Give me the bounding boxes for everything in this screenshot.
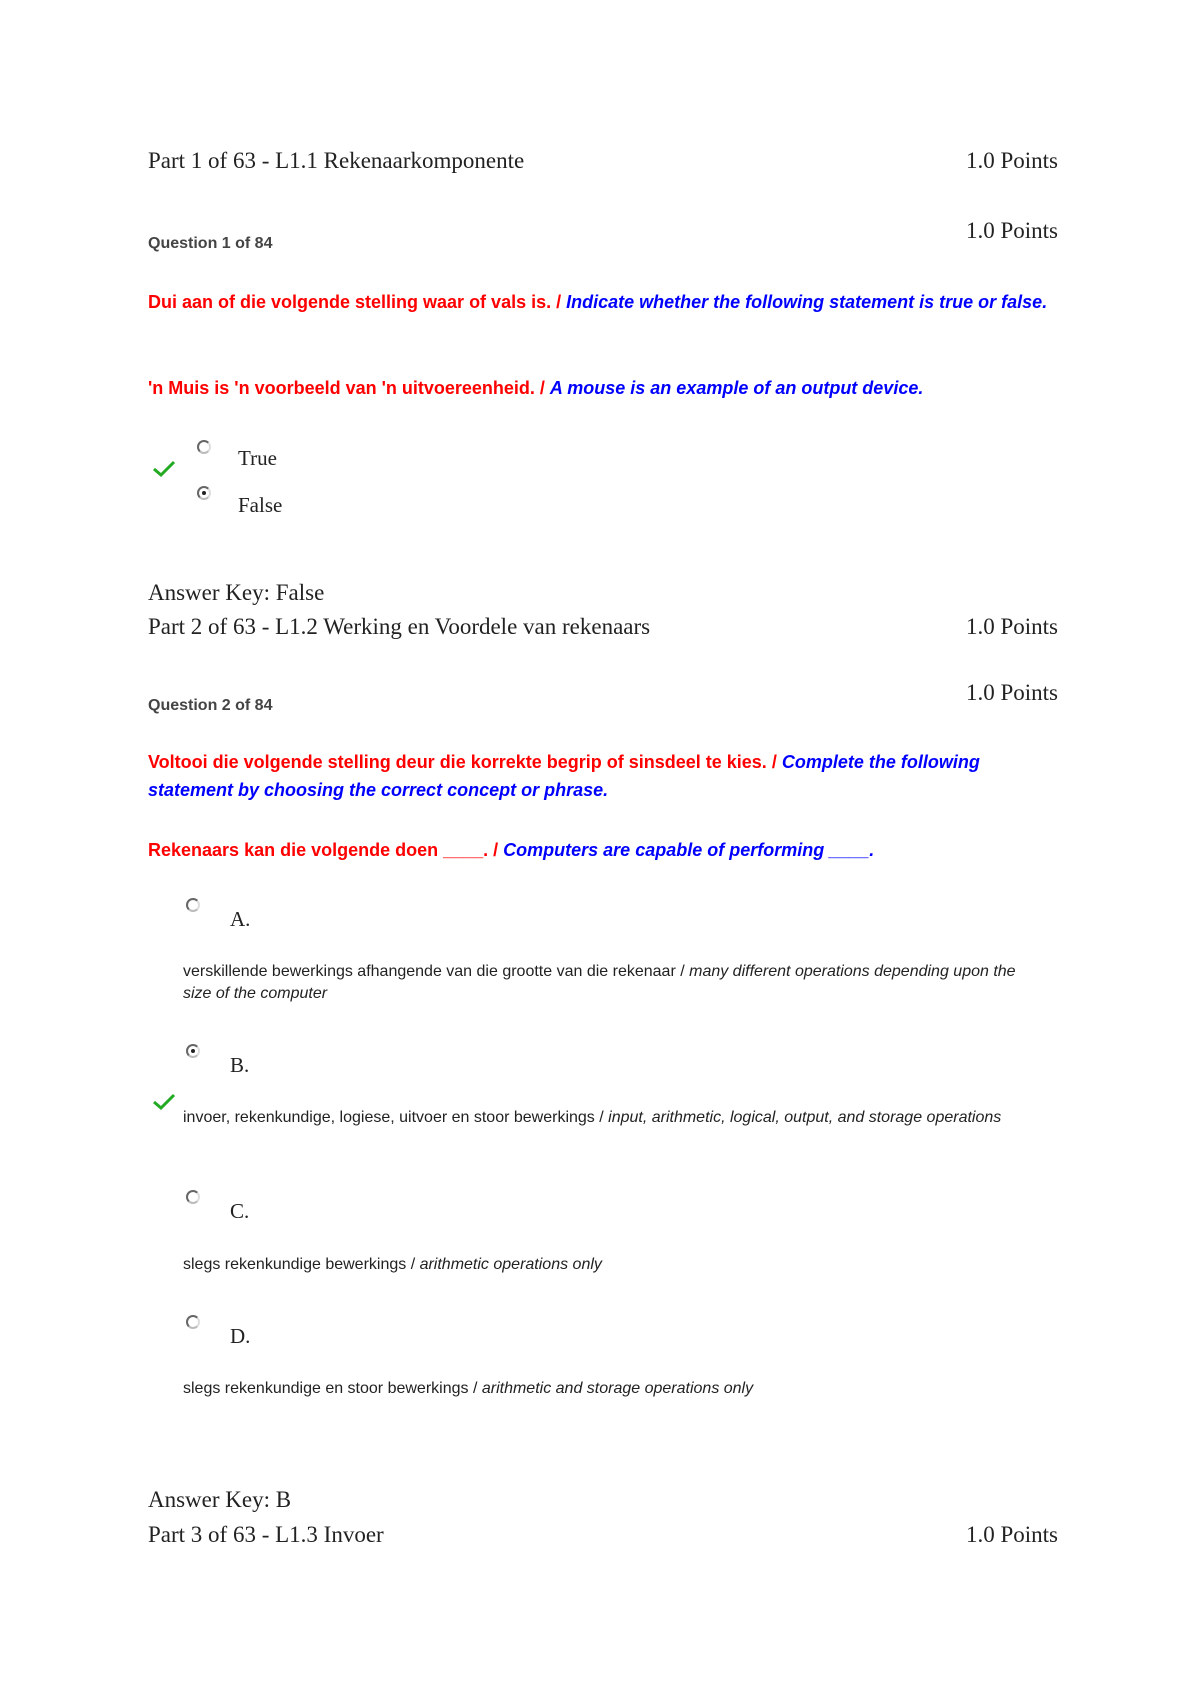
part-1-title: Part 1 of 63 - L1.1 Rekenaarkomponente [148, 148, 525, 173]
question-2-label: Question 2 of 84 [148, 697, 273, 714]
radio-option-a[interactable] [186, 898, 200, 912]
part-3-points: 1.0 Points [965, 1522, 1058, 1547]
part-1-points: 1.0 Points [965, 148, 1058, 173]
option-a-english: many different operations depending upon the size of the computer [183, 963, 1016, 1002]
check-icon [152, 1093, 176, 1111]
answer-key-2: Answer Key: B [148, 1487, 292, 1512]
check-icon [152, 460, 176, 478]
statement-afrikaans: Rekenaars kan die volgende doen ____. / [148, 840, 504, 860]
instruction-english: Indicate whether the following statement is true or false. [566, 292, 1048, 312]
option-true-label: True [238, 446, 277, 470]
option-b-afrikaans: invoer, rekenkundige, logiese, uitvoer en stoor bewerkings / [183, 1109, 609, 1126]
statement-english: Computers are capable of performing ____. [503, 840, 875, 860]
question-2-statement [148, 836, 1048, 864]
option-a-text [183, 961, 1043, 1005]
question-1-label: Question 1 of 84 [148, 235, 273, 252]
part-2-points: 1.0 Points [965, 614, 1058, 639]
radio-option-b[interactable] [186, 1044, 200, 1058]
instruction-afrikaans: Voltooi die volgende stelling deur die korrekte begrip of sinsdeel te kies. / [148, 752, 782, 772]
answer-key-1: Answer Key: False [148, 580, 325, 605]
option-d-letter: D. [230, 1324, 251, 1348]
question-1-points: 1.0 Points [965, 218, 1058, 243]
option-a-letter: A. [230, 907, 251, 931]
statement-english: A mouse is an example of an output device. [549, 378, 924, 398]
option-c-afrikaans: slegs rekenkundige bewerkings / [183, 1256, 420, 1273]
question-1-statement [148, 374, 1048, 402]
option-c-text [183, 1254, 1043, 1276]
question-1-instruction [148, 288, 1048, 316]
radio-true[interactable] [197, 440, 211, 454]
question-2-points: 1.0 Points [965, 680, 1058, 705]
part-2-title: Part 2 of 63 - L1.2 Werking en Voordele van rekenaars [148, 614, 651, 639]
option-b-english: input, arithmetic, logical, output, and storage operations [608, 1109, 1002, 1126]
radio-option-c[interactable] [186, 1190, 200, 1204]
option-d-afrikaans: slegs rekenkundige en stoor bewerkings / [183, 1380, 482, 1397]
option-b-text [183, 1107, 1043, 1129]
option-a-afrikaans: verskillende bewerkings afhangende van die grootte van die rekenaar / [183, 963, 690, 980]
option-c-english: arithmetic operations only [419, 1256, 602, 1273]
question-2-instruction [148, 748, 1048, 804]
option-d-text [183, 1378, 1043, 1400]
instruction-english: Complete the following statement by choosing the correct concept or phrase. [148, 752, 980, 800]
radio-false[interactable] [197, 486, 211, 500]
option-c-letter: C. [230, 1199, 250, 1223]
statement-afrikaans: 'n Muis is 'n voorbeeld van 'n uitvoereenheid. / [148, 378, 550, 398]
part-3-title: Part 3 of 63 - L1.3 Invoer [148, 1522, 384, 1547]
option-b-letter: B. [230, 1053, 250, 1077]
option-d-english: arithmetic and storage operations only [481, 1380, 754, 1397]
option-false-label: False [238, 493, 283, 517]
instruction-afrikaans: Dui aan of die volgende stelling waar of vals is. / [148, 292, 567, 312]
radio-option-d[interactable] [186, 1315, 200, 1329]
